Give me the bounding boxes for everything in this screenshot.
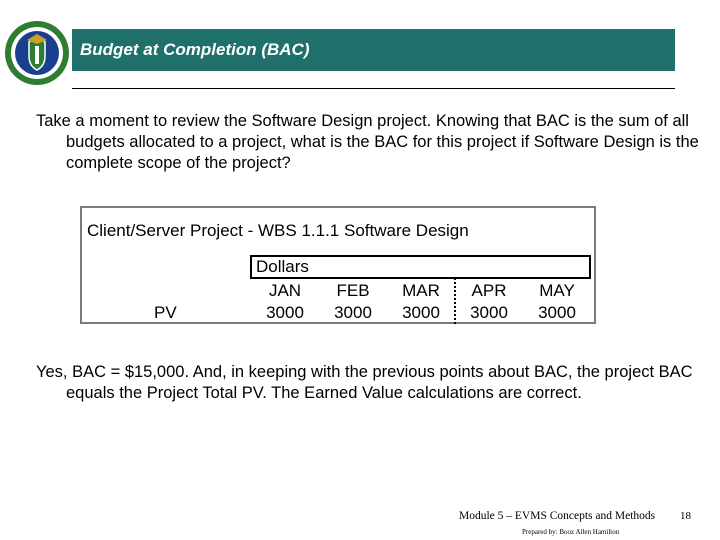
question-text: Take a moment to review the Software Design project. Knowing that BAC is the sum of all budgets allocated to a project, what is the BAC for this project if Software Design is the complete scope of the project?: [36, 112, 699, 172]
table-title: Client/Server Project - WBS 1.1.1 Software Design: [87, 221, 469, 240]
page-title: Budget at Completion (BAC): [72, 29, 675, 71]
pv-value-jan: 3000: [266, 303, 304, 322]
month-header-mar: MAR: [402, 281, 440, 300]
page-number: 18: [680, 510, 691, 522]
pv-value-apr: 3000: [470, 303, 508, 322]
footer-prepared-by: Prepared by: Booz Allen Hamilton: [522, 528, 620, 536]
pv-value-feb: 3000: [334, 303, 372, 322]
month-header-jan: JAN: [268, 281, 302, 300]
title-divider: [72, 88, 675, 89]
answer-text: Yes, BAC = $15,000. And, in keeping with the previous points about BAC, the project BAC equals the Project Total PV. The Earned Value calculations are correct.: [36, 363, 693, 402]
pv-value-mar: 3000: [402, 303, 440, 322]
budget-table: [80, 206, 596, 324]
month-header-may: MAY: [539, 281, 575, 300]
department-seal-logo: [4, 20, 70, 86]
month-header-apr: APR: [471, 281, 507, 300]
pv-row-label: PV: [154, 303, 177, 322]
month-header-feb: FEB: [336, 281, 370, 300]
units-label: Dollars: [250, 255, 591, 279]
footer-module: Module 5 – EVMS Concepts and Methods: [459, 510, 656, 522]
pv-value-may: 3000: [538, 303, 576, 322]
